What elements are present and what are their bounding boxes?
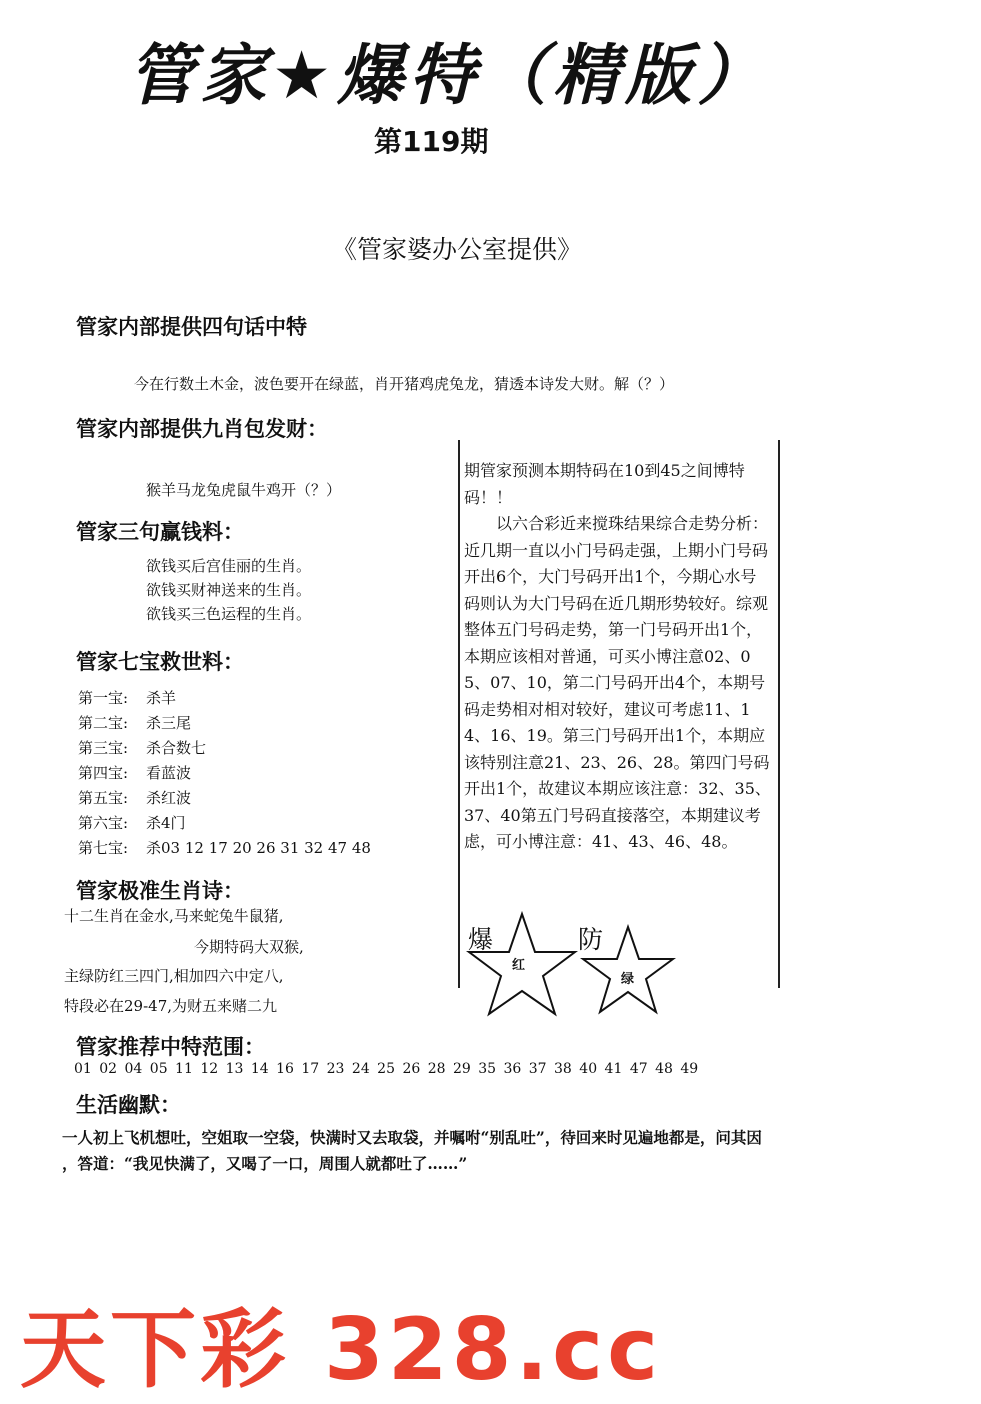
site-watermark: 天下彩 328.cc bbox=[20, 1300, 663, 1400]
treasure-label: 第二宝: bbox=[78, 714, 129, 732]
treasure-value: 杀4门 bbox=[146, 814, 186, 832]
treasure-label: 第七宝: bbox=[78, 839, 129, 857]
three-sentences-line: 欲钱买财神送来的生肖。 bbox=[146, 581, 312, 599]
page-title: 管家★爆特（精版） bbox=[128, 37, 770, 114]
prediction-text bbox=[464, 458, 772, 856]
nine-zodiac-text: 猴羊马龙兔虎鼠牛鸡开（？） bbox=[146, 481, 342, 499]
section-heading-recommend-range: 管家推荐中特范围： bbox=[76, 1035, 265, 1059]
zodiac-poem-line: 主绿防红三四门,相加四六中定八, bbox=[64, 967, 284, 985]
section-heading-humor: 生活幽默： bbox=[76, 1093, 181, 1117]
recommend-numbers: 01 02 04 05 11 12 13 14 16 17 23 24 25 26 28 29 35 36 37 38 40 41 47 48 49 bbox=[74, 1061, 699, 1077]
treasure-value: 看蓝波 bbox=[146, 764, 192, 782]
treasure-label: 第一宝: bbox=[78, 689, 129, 707]
humor-line: ，答道：“我见快满了，又喝了一口，周围人就都吐了……” bbox=[62, 1154, 468, 1173]
treasure-label: 第四宝: bbox=[78, 764, 129, 782]
star-label-fang: 防 bbox=[578, 925, 604, 954]
zodiac-poem-line: 特段必在29-47,为财五来赌二九 bbox=[64, 997, 278, 1015]
three-sentences-line: 欲钱买三色运程的生肖。 bbox=[146, 605, 312, 623]
provider-line: 《管家婆办公室提供》 bbox=[332, 235, 583, 264]
treasure-value: 杀三尾 bbox=[146, 714, 192, 732]
star-label-bao: 爆 bbox=[468, 925, 494, 954]
zodiac-poem-line: 十二生肖在金水,马来蛇兔牛鼠猪, bbox=[64, 907, 284, 925]
section-heading-nine-zodiac: 管家内部提供九肖包发财： bbox=[76, 417, 328, 441]
zodiac-poem-line: 今期特码大双猴, bbox=[194, 938, 304, 956]
prediction-intro: 期管家预测本期特码在10到45之间博特码！！ bbox=[464, 461, 745, 507]
section-heading-three-sentences: 管家三句赢钱料： bbox=[76, 520, 244, 544]
three-sentences-line: 欲钱买后宫佳丽的生肖。 bbox=[146, 557, 312, 575]
section-heading-zodiac-poem: 管家极准生肖诗： bbox=[76, 879, 244, 903]
four-sentences-text: 今在行数土木金，波色要开在绿蓝，肖开猪鸡虎兔龙，猜透本诗发大财。解（？） bbox=[134, 375, 675, 393]
treasure-label: 第三宝: bbox=[78, 739, 129, 757]
star-inner-green: 绿 bbox=[621, 972, 635, 987]
treasure-value: 杀合数七 bbox=[146, 739, 207, 757]
humor-line: 一人初上飞机想吐，空姐取一空袋，快满时又去取袋，并嘱咐“别乱吐”，待回来时见遍地都是，问其因 bbox=[62, 1128, 762, 1147]
treasure-value: 杀03 12 17 20 26 31 32 47 48 bbox=[146, 839, 371, 857]
treasure-label: 第六宝: bbox=[78, 814, 129, 832]
treasure-label: 第五宝: bbox=[78, 789, 129, 807]
issue-number: 第119期 bbox=[374, 125, 489, 158]
section-heading-four-sentences: 管家内部提供四句话中特 bbox=[76, 315, 307, 339]
treasure-value: 杀羊 bbox=[146, 689, 177, 707]
star-inner-red: 红 bbox=[512, 958, 526, 973]
section-heading-seven-treasures: 管家七宝救世料： bbox=[76, 650, 244, 674]
prediction-analysis: 以六合彩近来搅珠结果综合走势分析：近几期一直以小门号码走强，上期小门号码开出6个，大门号码开出1个，今期心水号码则认为大门号码在近几期形势较好。综观整体五门号码走势，第一门号码开出1个，本期应该相对普通，可买小博注意02、05、07、10，第二门号码开出4个，本期号码走势相对相对较好，建议可考虑11、14、16、19。第三门号码开出1个，本期应该特别注意21、23、26、28。第四门号码开出1个，故建议本期应该注意：32、35、37、40第五门号码直接落空，本期建议考虑，可小博注意：41、43、46、48。 bbox=[464, 514, 771, 851]
treasure-value: 杀红波 bbox=[146, 789, 192, 807]
